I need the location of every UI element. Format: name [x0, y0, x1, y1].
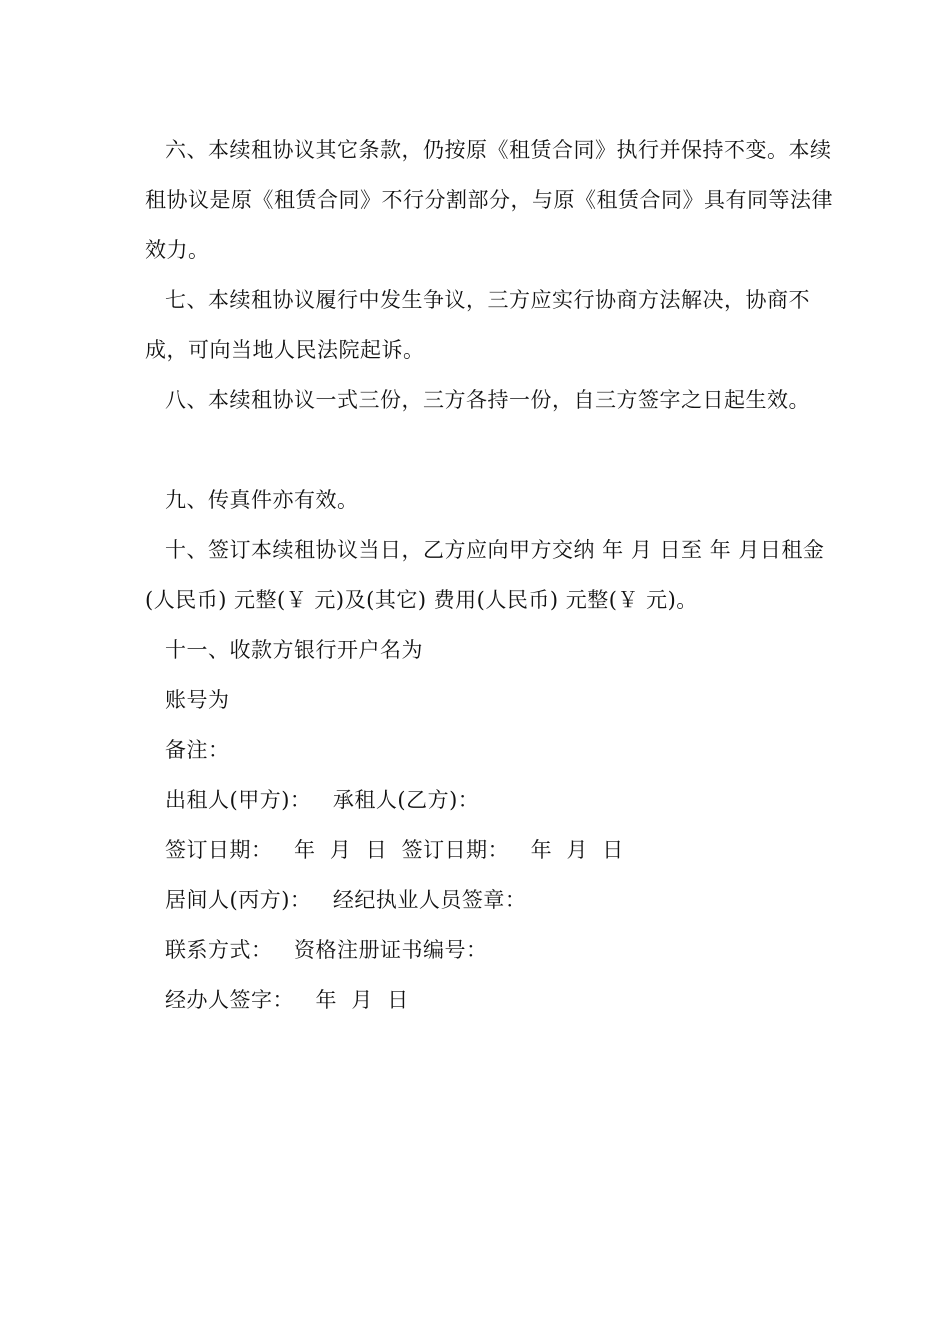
clause-7: 七、本续租协议履行中发生争议，三方应实行协商方法解决，协商不成，可向当地人民法院起诉。: [145, 288, 810, 362]
broker-signature-line: 居间人(丙方)： 经纪执业人员签章：: [165, 888, 527, 912]
sign-date-line: 签订日期： 年 月 日 签订日期： 年 月 日: [165, 838, 624, 862]
contact-line: 联系方式： 资格注册证书编号：: [165, 938, 488, 962]
handler-signature-line: 经办人签字： 年 月 日: [165, 988, 409, 1012]
clause-6: 六、本续租协议其它条款，仍按原《租赁合同》执行并保持不变。本续租协议是原《租赁合同》不行分割部分，与原《租赁合同》具有同等法律效力。: [145, 138, 833, 262]
bank-account-name-line: 十一、收款方银行开户名为: [165, 638, 423, 662]
clause-10: 十、签订本续租协议当日，乙方应向甲方交纳 年 月 日至 年 月日租金(人民币) 元整(￥ 元)及(其它) 费用(人民币) 元整(￥ 元)。: [145, 538, 825, 612]
clause-9: 九、传真件亦有效。: [165, 488, 359, 512]
remark-line: 备注：: [165, 738, 230, 762]
lessor-lessee-signature-line: 出租人(甲方)： 承租人(乙方)：: [165, 788, 480, 812]
account-number-line: 账号为: [165, 688, 230, 712]
clause-8: 八、本续租协议一式三份，三方各持一份，自三方签字之日起生效。: [165, 388, 810, 412]
